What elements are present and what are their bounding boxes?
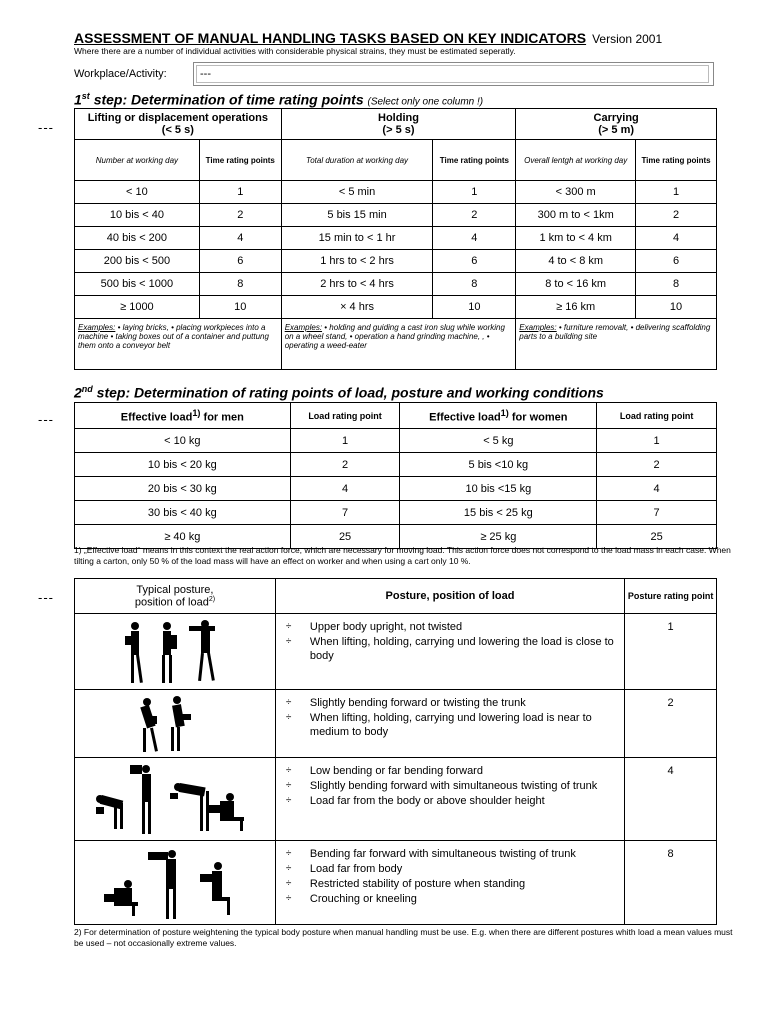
page-title: ASSESSMENT OF MANUAL HANDLING TASKS BASED ON KEY INDICATORS Version 2001 bbox=[74, 30, 663, 46]
table-cell: 2 hrs to < 4 hrs bbox=[281, 273, 433, 296]
posture-figures-extreme bbox=[75, 841, 276, 925]
subheader-points: Time rating points bbox=[199, 140, 281, 181]
table-cell: 1 bbox=[597, 429, 717, 453]
table-row bbox=[75, 204, 717, 227]
table-cell: 25 bbox=[290, 525, 400, 549]
holding-column-header: Holding (> 5 s) bbox=[281, 109, 516, 140]
table-cell: 300 m to < 1km bbox=[516, 204, 636, 227]
step1-heading: 1st step: Determination of time rating points (Select only one column !) bbox=[74, 91, 484, 108]
load-points-header: Load rating point bbox=[597, 403, 717, 429]
table-cell: 1 hrs to < 2 hrs bbox=[281, 250, 433, 273]
table-cell: 4 bbox=[433, 227, 516, 250]
table-cell: 10 bis <15 kg bbox=[400, 477, 597, 501]
table-cell: 8 to < 16 km bbox=[516, 273, 636, 296]
page-subtitle: Where there are a number of individual activities with considerable physical strains, they must be estimated seperatly. bbox=[74, 46, 516, 56]
table-cell: < 10 bbox=[75, 181, 200, 204]
table-cell: 20 bis < 30 kg bbox=[75, 477, 291, 501]
list-item: ÷ Slightly bending forward with simultaneous twisting of trunk bbox=[286, 779, 618, 793]
table-cell: 2 bbox=[597, 453, 717, 477]
table-row bbox=[75, 429, 717, 453]
subheader-length: Overall lentgh at working day bbox=[516, 140, 636, 181]
table-cell: 1 bbox=[290, 429, 400, 453]
table-cell: 8 bbox=[199, 273, 281, 296]
posture-description bbox=[275, 690, 624, 758]
table-row bbox=[75, 501, 717, 525]
posture-figures-upright bbox=[75, 614, 276, 690]
list-item: ÷ Load far from the body or above shoulder height bbox=[286, 794, 618, 808]
table-cell: 30 bis < 40 kg bbox=[75, 501, 291, 525]
step1-dash-mark: --- bbox=[38, 120, 54, 135]
subheader-duration: Total duration at working day bbox=[281, 140, 433, 181]
table-cell: 40 bis < 200 bbox=[75, 227, 200, 250]
lifting-column-header: Lifting or displacement operations (< 5 s) bbox=[75, 109, 282, 140]
table-cell: < 300 m bbox=[516, 181, 636, 204]
table-cell: 4 bbox=[199, 227, 281, 250]
table-cell: 4 bbox=[290, 477, 400, 501]
workplace-field-frame bbox=[193, 62, 714, 86]
posture-row bbox=[75, 614, 717, 690]
table-cell: 6 bbox=[636, 250, 717, 273]
table-cell: 10 bis < 40 bbox=[75, 204, 200, 227]
table-cell: 10 bis < 20 kg bbox=[75, 453, 291, 477]
list-item: ÷ Restricted stability of posture when standing bbox=[286, 877, 618, 891]
posture-description bbox=[275, 841, 624, 925]
table-cell: 15 min to < 1 hr bbox=[281, 227, 433, 250]
table-cell: 7 bbox=[290, 501, 400, 525]
posture-description bbox=[275, 758, 624, 841]
table-cell: 1 bbox=[199, 181, 281, 204]
table-cell: 25 bbox=[597, 525, 717, 549]
load-men-header: Effective load$^{1)}$ for men bbox=[75, 403, 291, 429]
examples-lifting: Examples: • laying bricks, • placing workpieces into a machine • taking boxes out of a container and puttung them onto a conveyor belt bbox=[75, 319, 282, 370]
table-cell: 4 bbox=[636, 227, 717, 250]
table-cell: × 4 hrs bbox=[281, 296, 433, 319]
table-cell: ≥ 25 kg bbox=[400, 525, 597, 549]
table-row bbox=[75, 453, 717, 477]
table-cell: 10 bbox=[199, 296, 281, 319]
subheader-points: Time rating points bbox=[636, 140, 717, 181]
step2-heading: 2nd step: Determination of rating points of load, posture and working conditions bbox=[74, 384, 604, 401]
table-cell: 4 bbox=[597, 477, 717, 501]
table-cell: 7 bbox=[597, 501, 717, 525]
table-cell: < 5 min bbox=[281, 181, 433, 204]
load-points-header: Load rating point bbox=[290, 403, 400, 429]
table-cell: ≥ 1000 bbox=[75, 296, 200, 319]
posture-row bbox=[75, 690, 717, 758]
table-cell: 1 bbox=[433, 181, 516, 204]
posture-description bbox=[275, 614, 624, 690]
table-row bbox=[75, 273, 717, 296]
list-item: ÷ Load far from body bbox=[286, 862, 618, 876]
posture-points: 2 bbox=[625, 690, 717, 758]
posture-points-header: Posture rating point bbox=[625, 579, 717, 614]
posture-row bbox=[75, 841, 717, 925]
posture-figures-low-bend bbox=[75, 758, 276, 841]
table-cell: 2 bbox=[290, 453, 400, 477]
table-cell: 1 km to < 4 km bbox=[516, 227, 636, 250]
table-cell: 6 bbox=[199, 250, 281, 273]
subheader-count: Number at working day bbox=[75, 140, 200, 181]
load-rating-table bbox=[74, 402, 717, 549]
table-cell: 10 bbox=[433, 296, 516, 319]
table-cell: < 10 kg bbox=[75, 429, 291, 453]
posture-figures-slight-bend bbox=[75, 690, 276, 758]
footnote-posture: 2) For determination of posture weightening the typical body posture when manual handling must be use. E.g. when there are different postures whith load a mean values must be used – not occasionally extreme values. bbox=[74, 927, 733, 948]
examples-holding: Examples: • holding and guiding a cast iron slug while working on a wheel stand, • operation a hand grinding machine, , • operating a weed-eater bbox=[281, 319, 516, 370]
table-cell: 1 bbox=[636, 181, 717, 204]
table-row bbox=[75, 227, 717, 250]
table-cell: 6 bbox=[433, 250, 516, 273]
table-cell: 200 bis < 500 bbox=[75, 250, 200, 273]
version-label: Version 2001 bbox=[592, 32, 663, 46]
load-women-header: Effective load$^{1)}$ for women bbox=[400, 403, 597, 429]
list-item: ÷ When lifting, holding, carrying und lowering load is near to medium to body bbox=[286, 711, 618, 739]
typical-posture-header: Typical posture, position of load$^{2)}$ bbox=[75, 579, 276, 614]
table-cell: 5 bis <10 kg bbox=[400, 453, 597, 477]
list-item: ÷ Bending far forward with simultaneous twisting of trunk bbox=[286, 847, 618, 861]
table-cell: 15 bis < 25 kg bbox=[400, 501, 597, 525]
posture-points: 1 bbox=[625, 614, 717, 690]
table-cell: 2 bbox=[636, 204, 717, 227]
table-row bbox=[75, 181, 717, 204]
table-cell: 500 bis < 1000 bbox=[75, 273, 200, 296]
list-item: ÷ Crouching or kneeling bbox=[286, 892, 618, 906]
posture-row bbox=[75, 758, 717, 841]
table-row bbox=[75, 477, 717, 501]
table-cell: ≥ 16 km bbox=[516, 296, 636, 319]
examples-carrying: Examples: • furniture removalt, • delivering scaffolding parts to a building site bbox=[516, 319, 717, 370]
carrying-column-header: Carrying (> 5 m) bbox=[516, 109, 717, 140]
table-cell: ≥ 40 kg bbox=[75, 525, 291, 549]
workplace-input[interactable] bbox=[196, 65, 709, 83]
posture-points: 4 bbox=[625, 758, 717, 841]
table-cell: 2 bbox=[433, 204, 516, 227]
table-cell: 4 to < 8 km bbox=[516, 250, 636, 273]
table-cell: 5 bis 15 min bbox=[281, 204, 433, 227]
footnote-effective-load: 1) „Effective load“ means in this context the real action force, which are necessary for moving load. This action force does not correspond to the load mass in each case. When tilting a carton, only 50 % of the load mass will have an effect on worker and when using a cart only 10 %. bbox=[74, 545, 731, 566]
workplace-label: Workplace/Activity: bbox=[74, 68, 167, 80]
table-cell: 8 bbox=[433, 273, 516, 296]
table-cell: < 5 kg bbox=[400, 429, 597, 453]
table-cell: 10 bbox=[636, 296, 717, 319]
posture-points: 8 bbox=[625, 841, 717, 925]
subheader-points: Time rating points bbox=[433, 140, 516, 181]
time-rating-table bbox=[74, 108, 717, 370]
table-row bbox=[75, 296, 717, 319]
list-item: ÷ When lifting, holding, carrying und lowering the load is close to body bbox=[286, 635, 618, 663]
table-row bbox=[75, 250, 717, 273]
table-cell: 2 bbox=[199, 204, 281, 227]
list-item: ÷ Low bending or far bending forward bbox=[286, 764, 618, 778]
posture-header: Posture, position of load bbox=[275, 579, 624, 614]
posture-rating-table bbox=[74, 578, 717, 925]
list-item: ÷ Upper body upright, not twisted bbox=[286, 620, 618, 634]
list-item: ÷ Slightly bending forward or twisting the trunk bbox=[286, 696, 618, 710]
table-cell: 8 bbox=[636, 273, 717, 296]
step2-dash-mark: --- bbox=[38, 412, 54, 427]
posture-dash-mark: --- bbox=[38, 590, 54, 605]
